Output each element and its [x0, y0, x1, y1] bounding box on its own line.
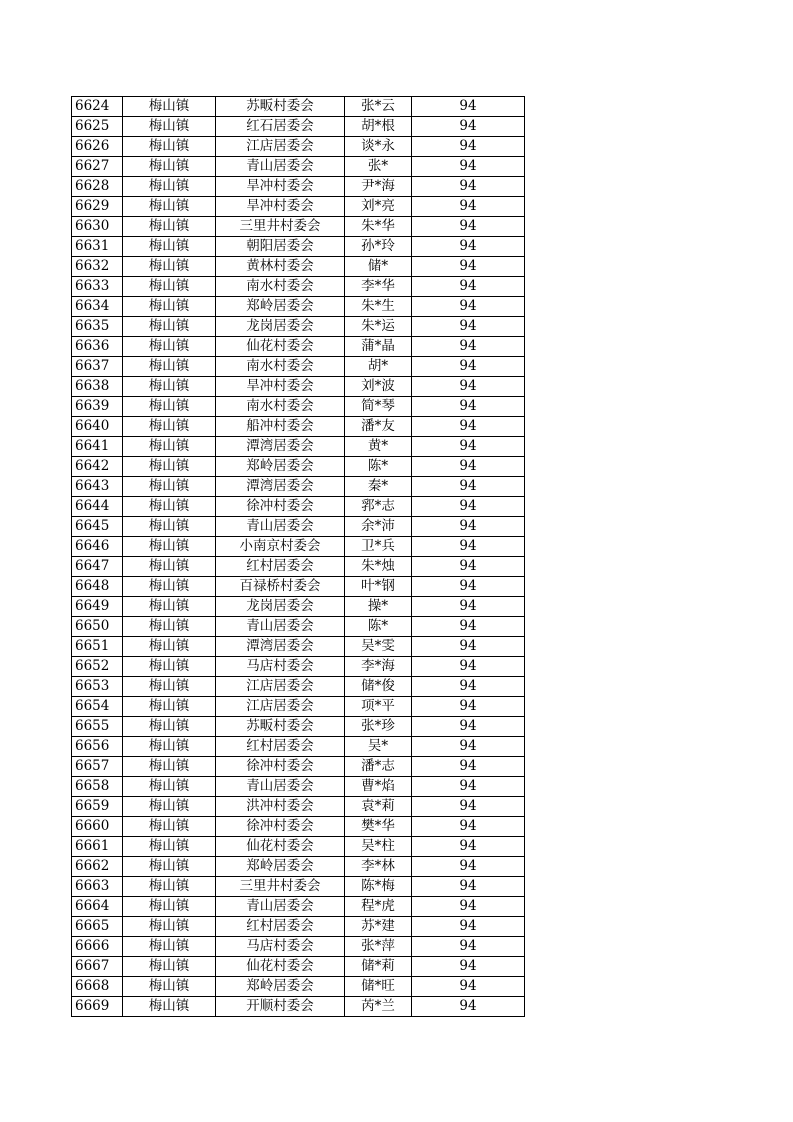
- village-cell: 龙岗居委会: [216, 597, 345, 617]
- data-table: [71, 96, 525, 1017]
- table-row: [72, 257, 525, 277]
- village-cell: 黄林村委会: [216, 257, 345, 277]
- name-cell: 潘*志: [345, 757, 412, 777]
- town-cell: 梅山镇: [123, 917, 216, 937]
- town-cell: 梅山镇: [123, 957, 216, 977]
- score-cell: 94: [412, 697, 525, 717]
- score-cell: 94: [412, 777, 525, 797]
- name-cell: 陈*梅: [345, 877, 412, 897]
- town-cell: 梅山镇: [123, 597, 216, 617]
- score-cell: 94: [412, 97, 525, 117]
- table-row: [72, 437, 525, 457]
- village-cell: 旱冲村委会: [216, 177, 345, 197]
- town-cell: 梅山镇: [123, 757, 216, 777]
- town-cell: 梅山镇: [123, 617, 216, 637]
- row-number-cell: 6628: [72, 177, 123, 197]
- town-cell: 梅山镇: [123, 117, 216, 137]
- name-cell: 储*旺: [345, 977, 412, 997]
- table-row: [72, 617, 525, 637]
- name-cell: 黄*: [345, 437, 412, 457]
- table-row: [72, 957, 525, 977]
- score-cell: 94: [412, 657, 525, 677]
- score-cell: 94: [412, 357, 525, 377]
- row-number-cell: 6660: [72, 817, 123, 837]
- score-cell: 94: [412, 297, 525, 317]
- score-cell: 94: [412, 497, 525, 517]
- town-cell: 梅山镇: [123, 397, 216, 417]
- town-cell: 梅山镇: [123, 657, 216, 677]
- score-cell: 94: [412, 617, 525, 637]
- name-cell: 刘*亮: [345, 197, 412, 217]
- village-cell: 龙岗居委会: [216, 317, 345, 337]
- score-cell: 94: [412, 917, 525, 937]
- row-number-cell: 6630: [72, 217, 123, 237]
- name-cell: 蒲*晶: [345, 337, 412, 357]
- row-number-cell: 6661: [72, 837, 123, 857]
- village-cell: 南水村委会: [216, 277, 345, 297]
- table-row: [72, 997, 525, 1017]
- score-cell: 94: [412, 897, 525, 917]
- table-row: [72, 157, 525, 177]
- name-cell: 吴*: [345, 737, 412, 757]
- name-cell: 朱*生: [345, 297, 412, 317]
- name-cell: 简*琴: [345, 397, 412, 417]
- table-row: [72, 497, 525, 517]
- name-cell: 孙*玲: [345, 237, 412, 257]
- table-row: [72, 537, 525, 557]
- table-row: [72, 117, 525, 137]
- name-cell: 袁*莉: [345, 797, 412, 817]
- row-number-cell: 6645: [72, 517, 123, 537]
- score-cell: 94: [412, 577, 525, 597]
- town-cell: 梅山镇: [123, 877, 216, 897]
- table-row: [72, 977, 525, 997]
- table-row: [72, 237, 525, 257]
- name-cell: 储*莉: [345, 957, 412, 977]
- score-cell: 94: [412, 797, 525, 817]
- name-cell: 储*俊: [345, 677, 412, 697]
- name-cell: 张*: [345, 157, 412, 177]
- score-cell: 94: [412, 377, 525, 397]
- town-cell: 梅山镇: [123, 317, 216, 337]
- table-row: [72, 457, 525, 477]
- score-cell: 94: [412, 997, 525, 1017]
- village-cell: 苏畈村委会: [216, 717, 345, 737]
- village-cell: 潭湾居委会: [216, 477, 345, 497]
- village-cell: 青山居委会: [216, 157, 345, 177]
- row-number-cell: 6641: [72, 437, 123, 457]
- name-cell: 谈*永: [345, 137, 412, 157]
- row-number-cell: 6638: [72, 377, 123, 397]
- table-row: [72, 697, 525, 717]
- town-cell: 梅山镇: [123, 857, 216, 877]
- row-number-cell: 6654: [72, 697, 123, 717]
- town-cell: 梅山镇: [123, 97, 216, 117]
- row-number-cell: 6664: [72, 897, 123, 917]
- name-cell: 张*云: [345, 97, 412, 117]
- score-cell: 94: [412, 677, 525, 697]
- table-row: [72, 277, 525, 297]
- table-row: [72, 837, 525, 857]
- village-cell: 江店居委会: [216, 137, 345, 157]
- score-cell: 94: [412, 857, 525, 877]
- village-cell: 马店村委会: [216, 937, 345, 957]
- score-cell: 94: [412, 937, 525, 957]
- name-cell: 叶*钢: [345, 577, 412, 597]
- village-cell: 小南京村委会: [216, 537, 345, 557]
- table-row: [72, 937, 525, 957]
- row-number-cell: 6656: [72, 737, 123, 757]
- row-number-cell: 6658: [72, 777, 123, 797]
- town-cell: 梅山镇: [123, 837, 216, 857]
- village-cell: 三里井村委会: [216, 217, 345, 237]
- village-cell: 潭湾居委会: [216, 637, 345, 657]
- name-cell: 程*虎: [345, 897, 412, 917]
- village-cell: 青山居委会: [216, 777, 345, 797]
- row-number-cell: 6665: [72, 917, 123, 937]
- village-cell: 洪冲村委会: [216, 797, 345, 817]
- name-cell: 吴*雯: [345, 637, 412, 657]
- row-number-cell: 6668: [72, 977, 123, 997]
- score-cell: 94: [412, 157, 525, 177]
- village-cell: 青山居委会: [216, 617, 345, 637]
- row-number-cell: 6655: [72, 717, 123, 737]
- row-number-cell: 6657: [72, 757, 123, 777]
- town-cell: 梅山镇: [123, 997, 216, 1017]
- town-cell: 梅山镇: [123, 697, 216, 717]
- town-cell: 梅山镇: [123, 177, 216, 197]
- village-cell: 仙花村委会: [216, 837, 345, 857]
- score-cell: 94: [412, 417, 525, 437]
- name-cell: 苏*建: [345, 917, 412, 937]
- table-row: [72, 357, 525, 377]
- row-number-cell: 6648: [72, 577, 123, 597]
- table-row: [72, 817, 525, 837]
- name-cell: 李*华: [345, 277, 412, 297]
- table-row: [72, 637, 525, 657]
- village-cell: 百禄桥村委会: [216, 577, 345, 597]
- name-cell: 胡*根: [345, 117, 412, 137]
- village-cell: 青山居委会: [216, 897, 345, 917]
- table-row: [72, 777, 525, 797]
- village-cell: 徐冲村委会: [216, 757, 345, 777]
- row-number-cell: 6632: [72, 257, 123, 277]
- table-row: [72, 917, 525, 937]
- table-row: [72, 597, 525, 617]
- score-cell: 94: [412, 637, 525, 657]
- table-row: [72, 97, 525, 117]
- row-number-cell: 6667: [72, 957, 123, 977]
- score-cell: 94: [412, 757, 525, 777]
- name-cell: 项*平: [345, 697, 412, 717]
- score-cell: 94: [412, 597, 525, 617]
- row-number-cell: 6625: [72, 117, 123, 137]
- score-cell: 94: [412, 957, 525, 977]
- score-cell: 94: [412, 237, 525, 257]
- name-cell: 李*林: [345, 857, 412, 877]
- row-number-cell: 6637: [72, 357, 123, 377]
- table-row: [72, 897, 525, 917]
- village-cell: 红石居委会: [216, 117, 345, 137]
- row-number-cell: 6669: [72, 997, 123, 1017]
- town-cell: 梅山镇: [123, 557, 216, 577]
- name-cell: 秦*: [345, 477, 412, 497]
- row-number-cell: 6624: [72, 97, 123, 117]
- score-cell: 94: [412, 837, 525, 857]
- table-row: [72, 397, 525, 417]
- town-cell: 梅山镇: [123, 797, 216, 817]
- row-number-cell: 6646: [72, 537, 123, 557]
- score-cell: 94: [412, 177, 525, 197]
- village-cell: 三里井村委会: [216, 877, 345, 897]
- village-cell: 青山居委会: [216, 517, 345, 537]
- table-row: [72, 377, 525, 397]
- town-cell: 梅山镇: [123, 217, 216, 237]
- table-row: [72, 517, 525, 537]
- name-cell: 刘*波: [345, 377, 412, 397]
- town-cell: 梅山镇: [123, 777, 216, 797]
- score-cell: 94: [412, 977, 525, 997]
- table-row: [72, 417, 525, 437]
- town-cell: 梅山镇: [123, 337, 216, 357]
- name-cell: 樊*华: [345, 817, 412, 837]
- town-cell: 梅山镇: [123, 477, 216, 497]
- village-cell: 郑岭居委会: [216, 457, 345, 477]
- town-cell: 梅山镇: [123, 497, 216, 517]
- score-cell: 94: [412, 397, 525, 417]
- name-cell: 操*: [345, 597, 412, 617]
- row-number-cell: 6626: [72, 137, 123, 157]
- town-cell: 梅山镇: [123, 897, 216, 917]
- name-cell: 储*: [345, 257, 412, 277]
- village-cell: 南水村委会: [216, 357, 345, 377]
- row-number-cell: 6653: [72, 677, 123, 697]
- table-row: [72, 557, 525, 577]
- row-number-cell: 6636: [72, 337, 123, 357]
- name-cell: 吴*柱: [345, 837, 412, 857]
- name-cell: 张*萍: [345, 937, 412, 957]
- row-number-cell: 6662: [72, 857, 123, 877]
- town-cell: 梅山镇: [123, 637, 216, 657]
- row-number-cell: 6644: [72, 497, 123, 517]
- table-row: [72, 317, 525, 337]
- village-cell: 红村居委会: [216, 917, 345, 937]
- score-cell: 94: [412, 277, 525, 297]
- row-number-cell: 6627: [72, 157, 123, 177]
- village-cell: 船冲村委会: [216, 417, 345, 437]
- village-cell: 郑岭居委会: [216, 297, 345, 317]
- table-row: [72, 737, 525, 757]
- name-cell: 张*珍: [345, 717, 412, 737]
- name-cell: 郛*志: [345, 497, 412, 517]
- village-cell: 旱冲村委会: [216, 197, 345, 217]
- village-cell: 南水村委会: [216, 397, 345, 417]
- table-row: [72, 297, 525, 317]
- table-row: [72, 217, 525, 237]
- row-number-cell: 6650: [72, 617, 123, 637]
- town-cell: 梅山镇: [123, 157, 216, 177]
- town-cell: 梅山镇: [123, 357, 216, 377]
- score-cell: 94: [412, 477, 525, 497]
- row-number-cell: 6631: [72, 237, 123, 257]
- table-row: [72, 197, 525, 217]
- village-cell: 朝阳居委会: [216, 237, 345, 257]
- table-row: [72, 137, 525, 157]
- score-cell: 94: [412, 137, 525, 157]
- table-row: [72, 717, 525, 737]
- town-cell: 梅山镇: [123, 437, 216, 457]
- table-row: [72, 757, 525, 777]
- score-cell: 94: [412, 817, 525, 837]
- village-cell: 徐冲村委会: [216, 497, 345, 517]
- table-row: [72, 877, 525, 897]
- score-cell: 94: [412, 537, 525, 557]
- name-cell: 潘*友: [345, 417, 412, 437]
- town-cell: 梅山镇: [123, 377, 216, 397]
- town-cell: 梅山镇: [123, 977, 216, 997]
- table-row: [72, 857, 525, 877]
- town-cell: 梅山镇: [123, 297, 216, 317]
- row-number-cell: 6666: [72, 937, 123, 957]
- score-cell: 94: [412, 877, 525, 897]
- score-cell: 94: [412, 457, 525, 477]
- name-cell: 朱*华: [345, 217, 412, 237]
- row-number-cell: 6652: [72, 657, 123, 677]
- row-number-cell: 6640: [72, 417, 123, 437]
- village-cell: 徐冲村委会: [216, 817, 345, 837]
- score-cell: 94: [412, 337, 525, 357]
- row-number-cell: 6639: [72, 397, 123, 417]
- village-cell: 郑岭居委会: [216, 857, 345, 877]
- village-cell: 开顺村委会: [216, 997, 345, 1017]
- name-cell: 朱*运: [345, 317, 412, 337]
- name-cell: 曹*焰: [345, 777, 412, 797]
- village-cell: 郑岭居委会: [216, 977, 345, 997]
- village-cell: 马店村委会: [216, 657, 345, 677]
- town-cell: 梅山镇: [123, 717, 216, 737]
- town-cell: 梅山镇: [123, 577, 216, 597]
- row-number-cell: 6633: [72, 277, 123, 297]
- town-cell: 梅山镇: [123, 197, 216, 217]
- row-number-cell: 6649: [72, 597, 123, 617]
- score-cell: 94: [412, 197, 525, 217]
- village-cell: 潭湾居委会: [216, 437, 345, 457]
- table-body: [72, 97, 525, 1017]
- row-number-cell: 6635: [72, 317, 123, 337]
- village-cell: 江店居委会: [216, 697, 345, 717]
- town-cell: 梅山镇: [123, 277, 216, 297]
- row-number-cell: 6663: [72, 877, 123, 897]
- village-cell: 红村居委会: [216, 557, 345, 577]
- town-cell: 梅山镇: [123, 677, 216, 697]
- score-cell: 94: [412, 257, 525, 277]
- town-cell: 梅山镇: [123, 237, 216, 257]
- table-row: [72, 337, 525, 357]
- town-cell: 梅山镇: [123, 137, 216, 157]
- row-number-cell: 6659: [72, 797, 123, 817]
- row-number-cell: 6629: [72, 197, 123, 217]
- town-cell: 梅山镇: [123, 517, 216, 537]
- name-cell: 尹*海: [345, 177, 412, 197]
- town-cell: 梅山镇: [123, 737, 216, 757]
- row-number-cell: 6647: [72, 557, 123, 577]
- name-cell: 陈*: [345, 617, 412, 637]
- village-cell: 苏畈村委会: [216, 97, 345, 117]
- score-cell: 94: [412, 557, 525, 577]
- table-row: [72, 577, 525, 597]
- table-row: [72, 477, 525, 497]
- name-cell: 芮*兰: [345, 997, 412, 1017]
- village-cell: 旱冲村委会: [216, 377, 345, 397]
- village-cell: 江店居委会: [216, 677, 345, 697]
- name-cell: 余*沛: [345, 517, 412, 537]
- town-cell: 梅山镇: [123, 937, 216, 957]
- score-cell: 94: [412, 517, 525, 537]
- table-row: [72, 657, 525, 677]
- name-cell: 朱*烛: [345, 557, 412, 577]
- table-row: [72, 677, 525, 697]
- town-cell: 梅山镇: [123, 417, 216, 437]
- score-cell: 94: [412, 437, 525, 457]
- score-cell: 94: [412, 737, 525, 757]
- score-cell: 94: [412, 317, 525, 337]
- row-number-cell: 6634: [72, 297, 123, 317]
- row-number-cell: 6642: [72, 457, 123, 477]
- town-cell: 梅山镇: [123, 817, 216, 837]
- table-row: [72, 797, 525, 817]
- name-cell: 卫*兵: [345, 537, 412, 557]
- name-cell: 陈*: [345, 457, 412, 477]
- name-cell: 胡*: [345, 357, 412, 377]
- row-number-cell: 6643: [72, 477, 123, 497]
- town-cell: 梅山镇: [123, 257, 216, 277]
- town-cell: 梅山镇: [123, 457, 216, 477]
- table-row: [72, 177, 525, 197]
- score-cell: 94: [412, 717, 525, 737]
- name-cell: 李*海: [345, 657, 412, 677]
- score-cell: 94: [412, 217, 525, 237]
- village-cell: 仙花村委会: [216, 337, 345, 357]
- town-cell: 梅山镇: [123, 537, 216, 557]
- village-cell: 红村居委会: [216, 737, 345, 757]
- score-cell: 94: [412, 117, 525, 137]
- village-cell: 仙花村委会: [216, 957, 345, 977]
- row-number-cell: 6651: [72, 637, 123, 657]
